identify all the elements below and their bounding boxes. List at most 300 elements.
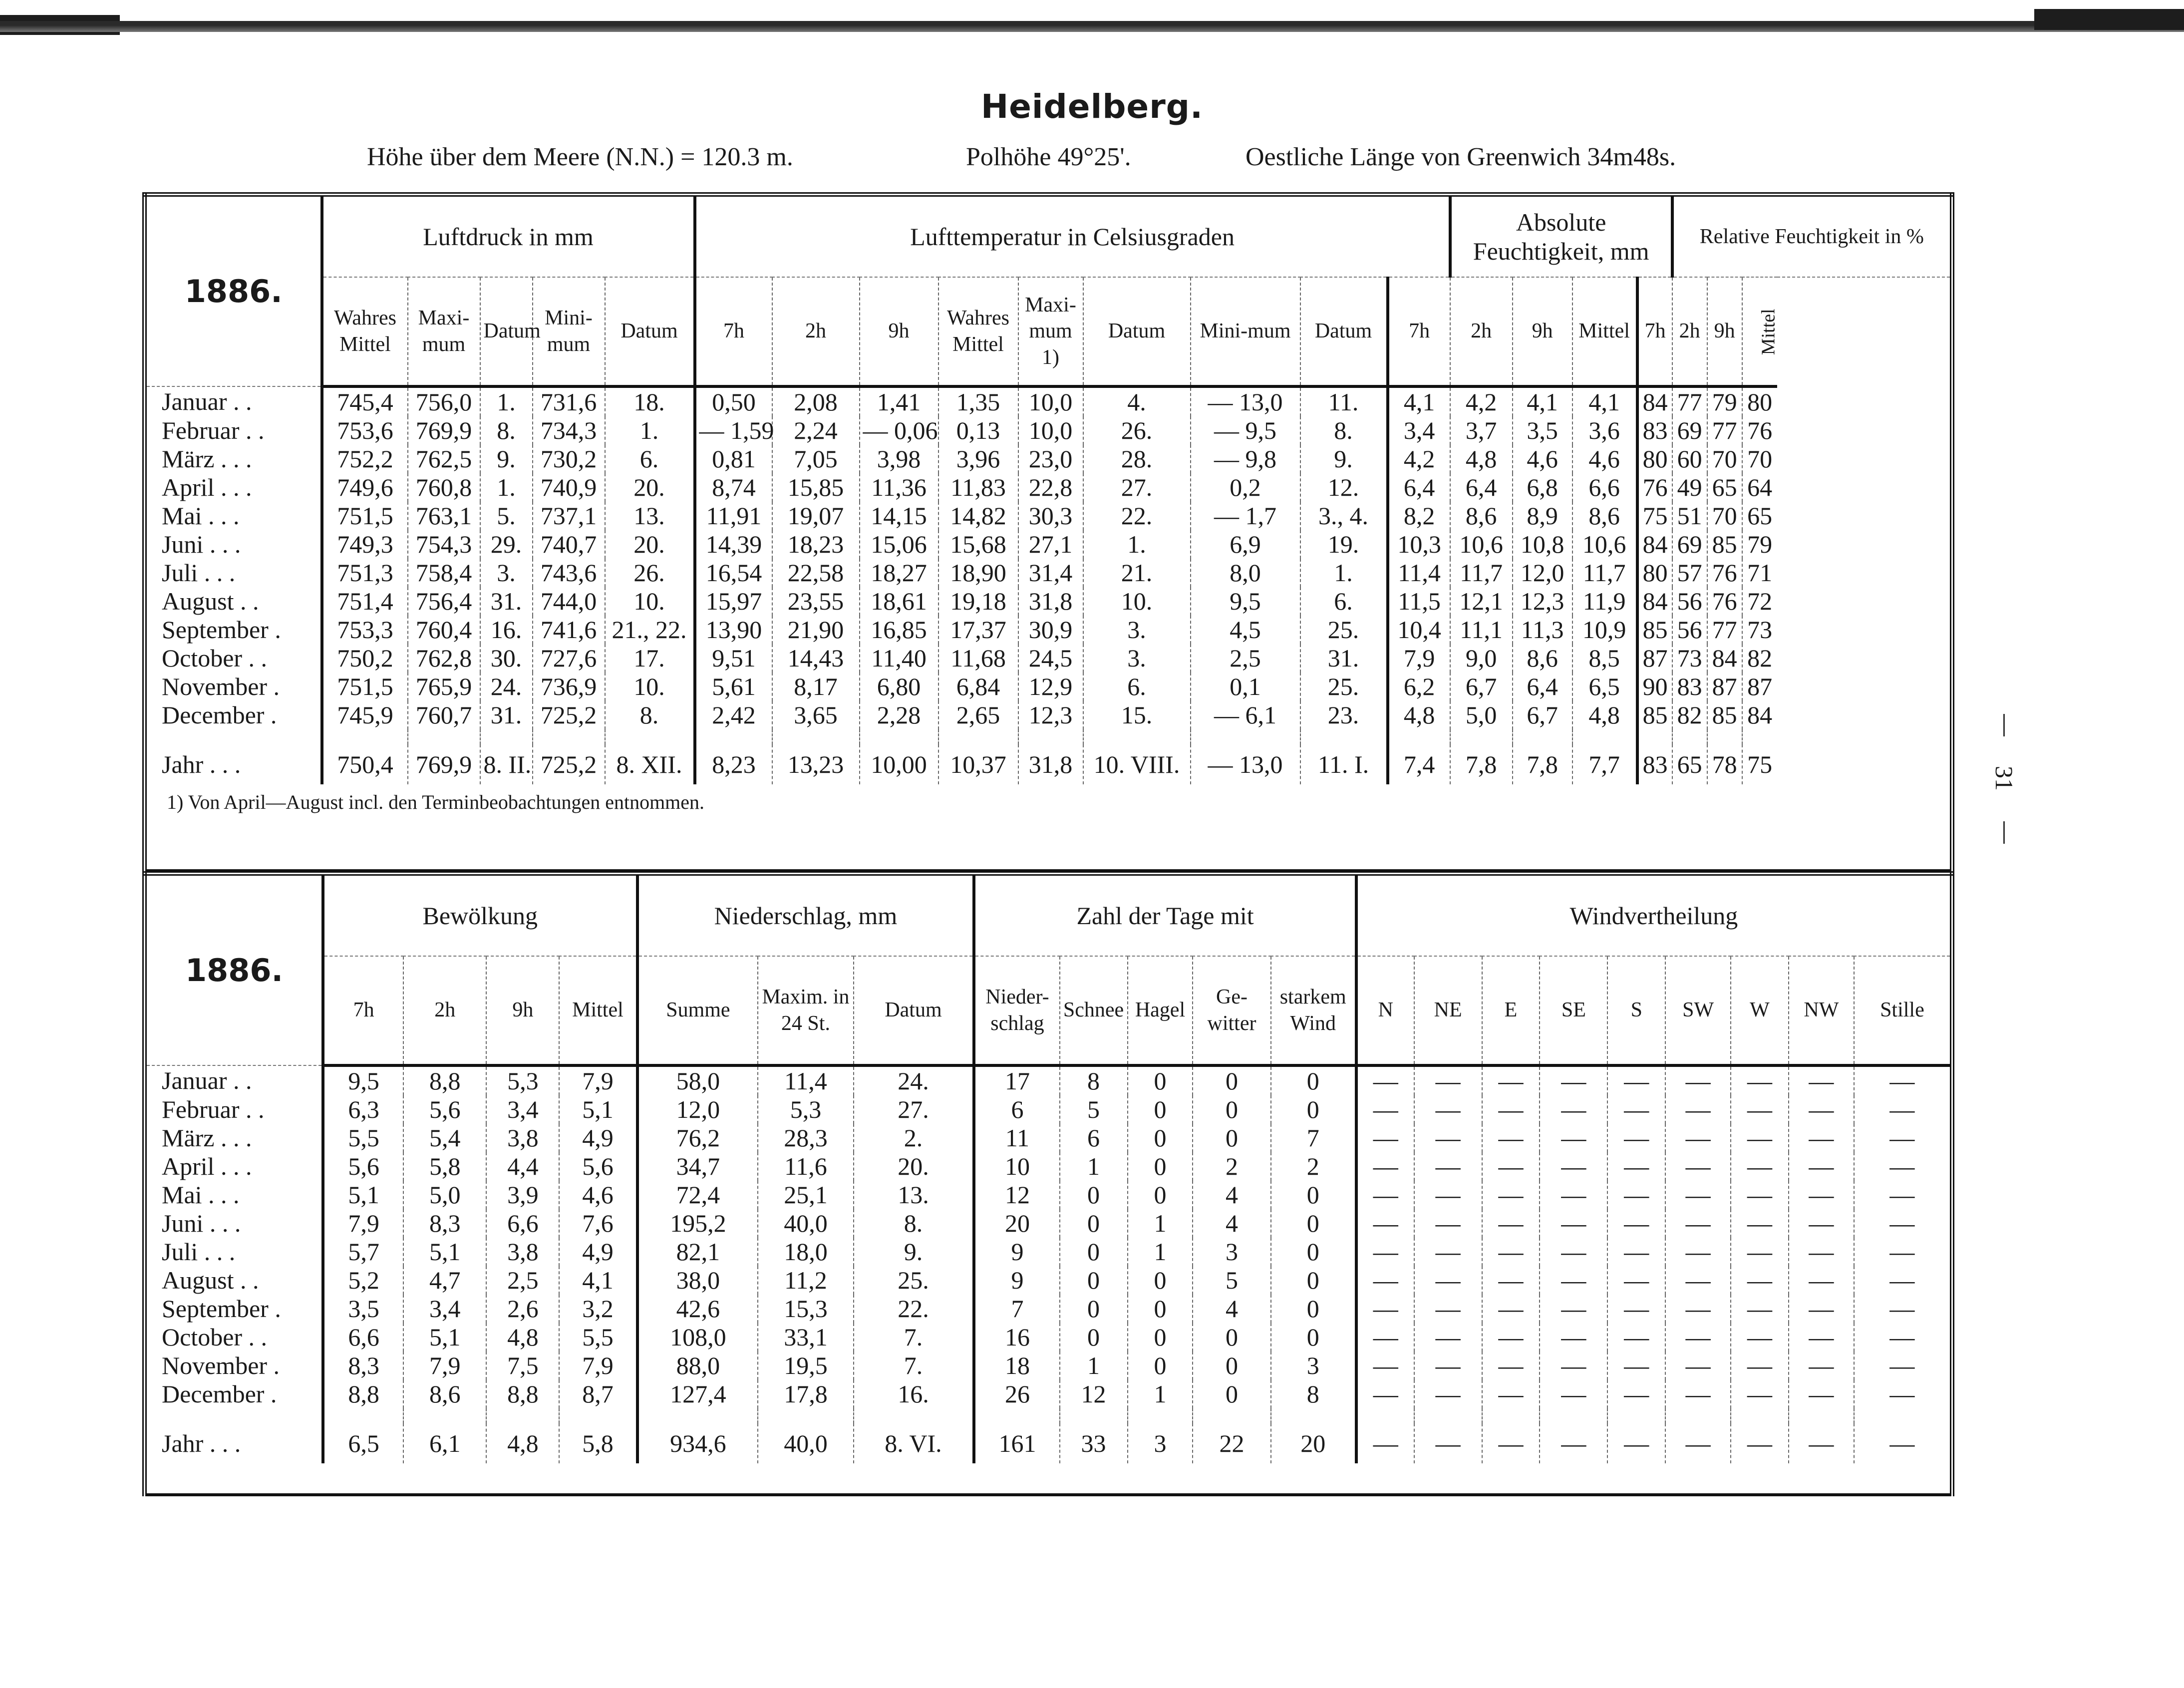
cell: 11,6 [758,1152,853,1181]
cell: 8. VI. [854,1423,974,1463]
table-row [145,1351,1952,1380]
cell: 0 [1060,1238,1128,1266]
scan-edge-top [0,21,2184,32]
cell: 4,2 [1388,445,1450,473]
cell: 5,5 [323,1124,403,1152]
cell: — 13,0 [1191,744,1300,784]
col-header: 7h [1388,277,1450,386]
table-row [145,587,1952,616]
cell: 11. [1300,386,1388,416]
cell: 2. [854,1124,974,1152]
cell: 3,4 [403,1295,486,1323]
cell: — [1414,1095,1482,1124]
cell: 3,65 [772,701,860,729]
cell: 10,0 [1018,416,1083,445]
year-label: 1886. [145,874,323,1066]
cell: 12 [974,1181,1059,1209]
cell: — [1607,1380,1665,1408]
cell: 70 [1707,445,1742,473]
clouds-group-header: Bewölkung [323,874,637,957]
cell: 8. XII. [605,744,695,784]
cell: — [1665,1152,1731,1181]
cell: 5. [480,502,533,530]
cell: — [1482,1380,1540,1408]
cell: 49 [1672,473,1707,502]
cell: 57 [1672,559,1707,587]
cell: 756,4 [408,587,480,616]
cell: 7,05 [772,445,860,473]
cell: 127,4 [637,1380,758,1408]
cell: 0 [1128,1065,1193,1095]
cell: 6,80 [860,673,938,701]
row-label: December . [162,701,277,729]
row-label: October . . [162,1323,268,1351]
cell: 18,0 [758,1238,853,1266]
cell: — [1789,1065,1854,1095]
cell: 8,2 [1388,502,1450,530]
cell: 8,0 [1191,559,1300,587]
cell: 760,4 [408,616,480,644]
cell: — [1414,1124,1482,1152]
cell: 0 [1271,1323,1356,1351]
col-header: Wahres Mittel [322,277,408,386]
cell: 10. [1083,587,1191,616]
cell: 5,8 [403,1152,486,1181]
cell: — [1607,1295,1665,1323]
cell: — 6,1 [1191,701,1300,729]
cell: 28. [1083,445,1191,473]
cell: — [1854,1124,1952,1152]
cell: — [1854,1152,1952,1181]
cell: 20 [1271,1423,1356,1463]
cell: 2,6 [486,1295,559,1323]
cell: 73 [1742,616,1777,644]
cell: — [1731,1238,1789,1266]
cell: 10,6 [1572,530,1637,559]
cell: 0 [1128,1323,1193,1351]
cell: — [1665,1181,1731,1209]
cell: — [1854,1323,1952,1351]
cell: 42,6 [637,1295,758,1323]
cell: 8,23 [695,744,772,784]
cell: 5 [1060,1095,1128,1124]
col-header: Wahres Mittel [938,277,1018,386]
cell: — [1789,1181,1854,1209]
cell: 3,2 [559,1295,637,1323]
cell: — [1731,1323,1789,1351]
cell: 751,5 [322,502,408,530]
cell: 6,6 [323,1323,403,1351]
cell: 80 [1637,559,1672,587]
cell: 87 [1637,644,1672,673]
row-label: August . . [162,587,259,615]
cell: 2,42 [695,701,772,729]
cell: 11,36 [860,473,938,502]
cell: 750,4 [322,744,408,784]
col-header: 2h [1672,277,1707,386]
cell: 8,8 [486,1380,559,1408]
cell: 3,9 [486,1181,559,1209]
cell: 70 [1742,445,1777,473]
cell: 33 [1060,1423,1128,1463]
col-header: SE [1540,956,1607,1065]
col-header: Ge-witter [1193,956,1270,1065]
table-row [145,1181,1952,1209]
cell: 8 [1271,1380,1356,1408]
cell: 0,50 [695,386,772,416]
cell: 3,8 [486,1238,559,1266]
cell: 4,1 [1388,386,1450,416]
cell: 4,8 [1450,445,1513,473]
cell: 85 [1707,701,1742,729]
cell: 5,7 [323,1238,403,1266]
cell: 8,8 [323,1380,403,1408]
cell: — [1789,1423,1854,1463]
cell: — 9,5 [1191,416,1300,445]
col-header: Mittel [559,956,637,1065]
col-header: Mini-mum [1191,277,1300,386]
table-row [145,644,1952,673]
cell: 17. [605,644,695,673]
cell: 22,8 [1018,473,1083,502]
col-header: Datum [480,277,533,386]
cell: 753,6 [322,416,408,445]
cell: 734,3 [533,416,605,445]
cell: 84 [1707,644,1742,673]
cell: — [1540,1423,1607,1463]
row-label: Februar . . [162,1095,265,1123]
cell: 3 [1271,1351,1356,1380]
cell: — [1540,1323,1607,1351]
cell: 25. [854,1266,974,1295]
cell: — [1854,1423,1952,1463]
cell: — [1414,1423,1482,1463]
cell: 4,2 [1450,386,1513,416]
table-row [145,1295,1952,1323]
cell: 8,9 [1513,502,1572,530]
cell: 6,5 [323,1423,403,1463]
cell: — [1607,1209,1665,1238]
cell: 9 [974,1266,1059,1295]
cell: 4,6 [559,1181,637,1209]
cell: — [1607,1351,1665,1380]
cell: 23,55 [772,587,860,616]
cell: — [1789,1295,1854,1323]
temperature-group-header: Lufttemperatur in Celsiusgraden [695,195,1450,278]
row-label: September . [162,1295,281,1323]
col-header: 9h [860,277,938,386]
cell: 8 [1060,1065,1128,1095]
cell: 5,4 [403,1124,486,1152]
cell: 22. [1083,502,1191,530]
cell: 7,9 [1388,644,1450,673]
cell: 6,9 [1191,530,1300,559]
cell: — [1356,1181,1414,1209]
cell: 34,7 [637,1152,758,1181]
climate-table-1 [142,192,1954,872]
page-title: Heidelberg. [980,87,1204,126]
cell: 21., 22. [605,616,695,644]
cell: — [1789,1209,1854,1238]
cell: 16 [974,1323,1059,1351]
cell: 0 [1271,1065,1356,1095]
cell: 8,6 [1450,502,1513,530]
cell: 1 [1128,1209,1193,1238]
cell: 769,9 [408,416,480,445]
cell: 11,3 [1513,616,1572,644]
cell: 7,9 [403,1351,486,1380]
cell: — [1482,1209,1540,1238]
cell: — [1356,1423,1414,1463]
cell: 0,2 [1191,473,1300,502]
cell: 2 [1271,1152,1356,1181]
longitude-text: Oestliche Länge von Greenwich 34m48s. [1246,143,1676,171]
cell: 11,2 [758,1266,853,1295]
cell: 9. [480,445,533,473]
cell: 7. [854,1323,974,1351]
cell: — [1854,1095,1952,1124]
cell: 88,0 [637,1351,758,1380]
cell: 725,2 [533,744,605,784]
table-row [145,530,1952,559]
cell: 13,90 [695,616,772,644]
cell: — [1731,1152,1789,1181]
table-row [145,386,1952,416]
cell: — [1607,1238,1665,1266]
cell: 14,82 [938,502,1018,530]
cell: 56 [1672,616,1707,644]
cell: — [1356,1152,1414,1181]
cell: 19. [1300,530,1388,559]
cell: 69 [1672,530,1707,559]
cell: 17 [974,1065,1059,1095]
cell: — [1414,1351,1482,1380]
cell: 737,1 [533,502,605,530]
row-label: Mai . . . [162,502,240,530]
cell: 4,8 [1388,701,1450,729]
cell: 4 [1193,1295,1270,1323]
cell: — [1414,1295,1482,1323]
year-total-row [145,744,1952,784]
cell: 3,5 [1513,416,1572,445]
cell: 75 [1637,502,1672,530]
cell: 1 [1128,1380,1193,1408]
cell: 5,2 [323,1266,403,1295]
cell: 8. II. [480,744,533,784]
cell: 756,0 [408,386,480,416]
cell: — [1665,1295,1731,1323]
cell: 9,5 [1191,587,1300,616]
cell: 83 [1637,744,1672,784]
cell: 0 [1193,1095,1270,1124]
row-label: Mai . . . [162,1181,240,1209]
cell: 8,6 [1572,502,1637,530]
cell: 83 [1637,416,1672,445]
climate-table-2 [142,871,1954,1496]
cell: 72,4 [637,1181,758,1209]
cell: — [1356,1323,1414,1351]
cell: 28,3 [758,1124,853,1152]
cell: 72 [1742,587,1777,616]
cell: 0 [1060,1209,1128,1238]
cell: 10,37 [938,744,1018,784]
cell: 743,6 [533,559,605,587]
cell: 3. [1083,644,1191,673]
cell: — 0,06 [860,416,938,445]
cell: 0 [1060,1323,1128,1351]
cell: 2,5 [1191,644,1300,673]
cell: 8,17 [772,673,860,701]
cell: 83 [1672,673,1707,701]
cell: 56 [1672,587,1707,616]
row-label: November . [162,1351,280,1379]
cell: 77 [1707,416,1742,445]
cell: — [1356,1095,1414,1124]
cell: 8,8 [403,1065,486,1095]
days-group-header: Zahl der Tage mit [974,874,1356,957]
cell: 18,61 [860,587,938,616]
cell: 0 [1128,1295,1193,1323]
cell: 82,1 [637,1238,758,1266]
cell: 6 [1060,1124,1128,1152]
cell: 1. [605,416,695,445]
cell: 2,24 [772,416,860,445]
cell: 33,1 [758,1323,853,1351]
cell: 6 [974,1095,1059,1124]
cell: — [1482,1323,1540,1351]
cell: 5,1 [403,1323,486,1351]
cell: — [1414,1181,1482,1209]
cell: 18. [605,386,695,416]
table-row [145,673,1952,701]
cell: 751,4 [322,587,408,616]
cell: 71 [1742,559,1777,587]
col-header: Mittel [1572,277,1637,386]
cell: 10,6 [1450,530,1513,559]
cell: — [1540,1152,1607,1181]
cell: 22 [1193,1423,1270,1463]
cell: 5,0 [403,1181,486,1209]
cell: 1. [1300,559,1388,587]
cell: 84 [1637,587,1672,616]
cell: 6,7 [1513,701,1572,729]
cell: 24. [480,673,533,701]
cell: 3,8 [486,1124,559,1152]
col-header: Maxim. in 24 St. [758,956,853,1065]
cell: 11,7 [1572,559,1637,587]
table-row [145,1209,1952,1238]
cell: 2,65 [938,701,1018,729]
cell: — [1789,1323,1854,1351]
row-label: Jahr . . . [162,1429,241,1457]
cell: 769,9 [408,744,480,784]
cell: — 9,8 [1191,445,1300,473]
cell: 27. [1083,473,1191,502]
cell: 2,5 [486,1266,559,1295]
cell: 8. [1300,416,1388,445]
cell: 0 [1128,1266,1193,1295]
col-header: NW [1789,956,1854,1065]
cell: 65 [1707,473,1742,502]
cell: 7 [1271,1124,1356,1152]
col-header: 7h [323,956,403,1065]
cell: 17,8 [758,1380,853,1408]
cell: 0 [1193,1380,1270,1408]
cell: 4,1 [1572,386,1637,416]
cell: 85 [1637,616,1672,644]
table1-column-headers [145,277,1952,386]
year-total-row [145,1423,1952,1463]
cell: — [1789,1095,1854,1124]
cell: 26. [605,559,695,587]
cell: 0 [1193,1124,1270,1152]
cell: — [1482,1423,1540,1463]
col-header [1742,277,1777,386]
cell: 6,2 [1388,673,1450,701]
cell: — [1607,1423,1665,1463]
cell: 11,9 [1572,587,1637,616]
cell: 0 [1128,1181,1193,1209]
row-label: November . [162,673,280,700]
table-row [145,1380,1952,1408]
cell: — [1854,1181,1952,1209]
cell: 76 [1707,559,1742,587]
cell: 10,0 [1018,386,1083,416]
cell: 3,4 [486,1095,559,1124]
page-number [1984,714,2024,844]
cell: 12 [1060,1380,1128,1408]
cell: — [1665,1266,1731,1295]
col-header: 7h [1637,277,1672,386]
cell: 5,6 [323,1152,403,1181]
cell: 18,23 [772,530,860,559]
cell: 75 [1742,744,1777,784]
cell: — 1,7 [1191,502,1300,530]
cell: — [1540,1209,1607,1238]
col-header: W [1731,956,1789,1065]
cell: 0 [1060,1266,1128,1295]
cell: — [1356,1266,1414,1295]
cell: 8. [480,416,533,445]
wind-group-header: Windvertheilung [1356,874,1952,957]
cell: 161 [974,1423,1059,1463]
cell: 765,9 [408,673,480,701]
cell: — [1607,1095,1665,1124]
cell: — [1482,1095,1540,1124]
cell: 1 [1060,1351,1128,1380]
cell: 19,5 [758,1351,853,1380]
cell: — [1482,1181,1540,1209]
cell: — [1731,1095,1789,1124]
cell: 2,08 [772,386,860,416]
cell: 69 [1672,416,1707,445]
cell: 38,0 [637,1266,758,1295]
cell: — [1414,1065,1482,1095]
cell: 0 [1271,1181,1356,1209]
cell: 0 [1128,1124,1193,1152]
cell: 934,6 [637,1423,758,1463]
cell: 4,1 [1513,386,1572,416]
cell: — [1731,1266,1789,1295]
cell: 10 [974,1152,1059,1181]
cell: 22,58 [772,559,860,587]
cell: 3,98 [860,445,938,473]
cell: 65 [1672,744,1707,784]
cell: — [1482,1351,1540,1380]
scan-edge-right [2034,9,2184,30]
cell: 741,6 [533,616,605,644]
cell: 15,68 [938,530,1018,559]
